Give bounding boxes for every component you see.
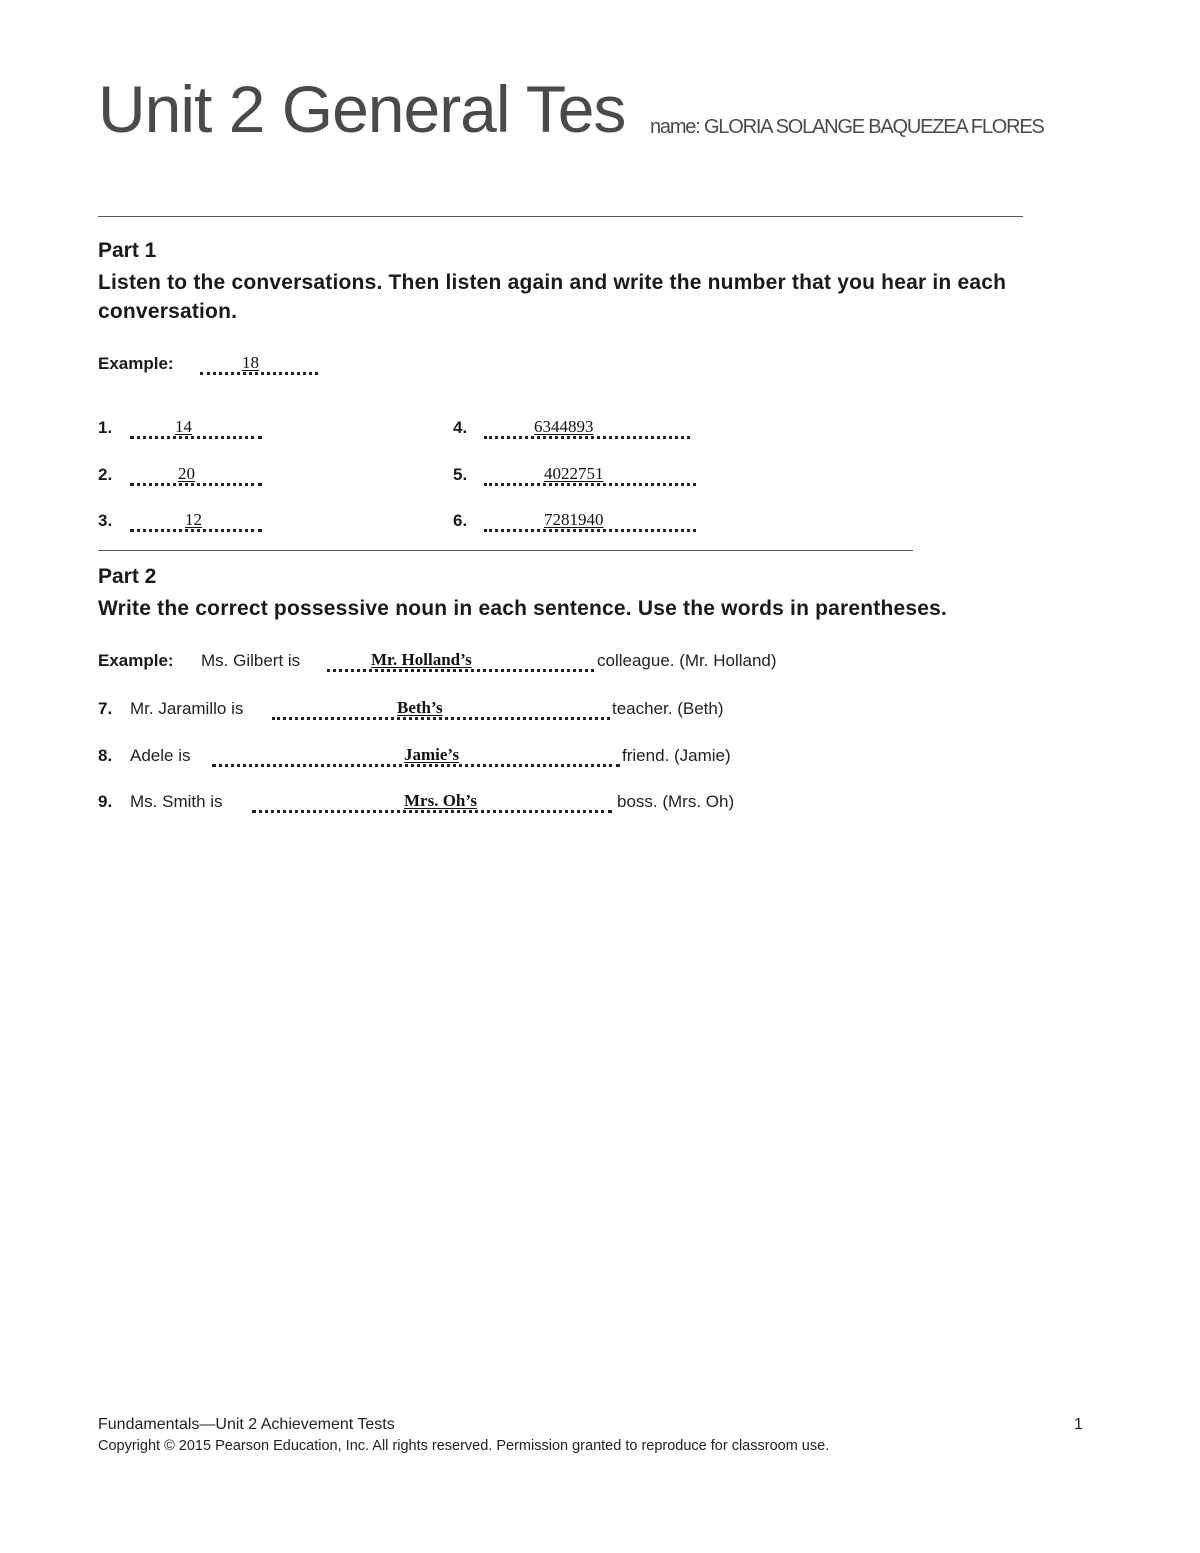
answer-blank	[212, 744, 620, 767]
answer-text: 14	[175, 417, 192, 436]
item-number: 1.	[98, 418, 113, 437]
part2-heading: Part 2	[98, 565, 157, 588]
copyright-notice: Copyright © 2015 Pearson Education, Inc. All rights reserved. Permission granted to reproduce for classroom use.	[98, 1438, 830, 1454]
sentence-start: Ms. Smith is	[130, 792, 223, 811]
item-number: 4.	[453, 418, 468, 437]
sentence-end: colleague. (Mr. Holland)	[597, 651, 777, 670]
item-number: 9.	[98, 792, 113, 811]
divider-middle	[98, 550, 913, 551]
item-number: 8.	[98, 746, 113, 765]
item-number: 7.	[98, 699, 113, 718]
answer-text: 7281940	[544, 510, 604, 529]
answer-blank	[484, 509, 696, 532]
part2-instructions: Write the correct possessive noun in each sentence. Use the words in parentheses.	[98, 597, 948, 620]
sentence-end: boss. (Mrs. Oh)	[617, 792, 735, 811]
answer-blank	[130, 509, 262, 532]
item-number: 6.	[453, 511, 468, 530]
part1-instructions: Listen to the conversations. Then listen again and write the number that you hear in each conversation.	[98, 271, 1007, 323]
item-number: 2.	[98, 465, 113, 484]
page-number: 1	[1074, 1416, 1083, 1433]
answer-text: 4022751	[544, 464, 604, 483]
part2-example-label: Example:	[98, 651, 174, 670]
answer-text: Jamie’s	[404, 745, 460, 764]
part1-example-label: Example:	[98, 354, 174, 373]
student-name: name: GLORIA SOLANGE BAQUEZEA FLORES	[650, 116, 1044, 138]
sentence-start: Mr. Jaramillo is	[130, 699, 244, 718]
answer-blank	[130, 416, 262, 439]
answer-blank	[252, 790, 612, 813]
page-title: Unit 2 General Tes	[98, 72, 626, 146]
sentence-start: Ms. Gilbert is	[201, 651, 301, 670]
answer-text: Mr. Holland’s	[371, 650, 472, 669]
divider-top	[98, 216, 1023, 217]
answer-blank	[272, 697, 610, 720]
footer-title: Fundamentals—Unit 2 Achievement Tests	[98, 1416, 395, 1433]
answer-blank	[484, 416, 690, 439]
part1-example-answer: 18	[242, 353, 259, 372]
answer-blank	[484, 463, 696, 486]
part1-heading: Part 1	[98, 239, 157, 262]
sentence-end: friend. (Jamie)	[622, 746, 731, 765]
answer-text: 6344893	[534, 417, 594, 436]
sentence-start: Adele is	[130, 746, 191, 765]
part1-example-blank	[200, 352, 318, 375]
answer-blank	[130, 463, 262, 486]
item-number: 5.	[453, 465, 468, 484]
answer-text: Mrs. Oh’s	[404, 791, 478, 810]
item-number: 3.	[98, 511, 113, 530]
answer-blank	[327, 649, 594, 672]
answer-text: 12	[185, 510, 202, 529]
answer-text: Beth’s	[397, 698, 443, 717]
answer-text: 20	[178, 464, 195, 483]
sentence-end: teacher. (Beth)	[612, 699, 724, 718]
